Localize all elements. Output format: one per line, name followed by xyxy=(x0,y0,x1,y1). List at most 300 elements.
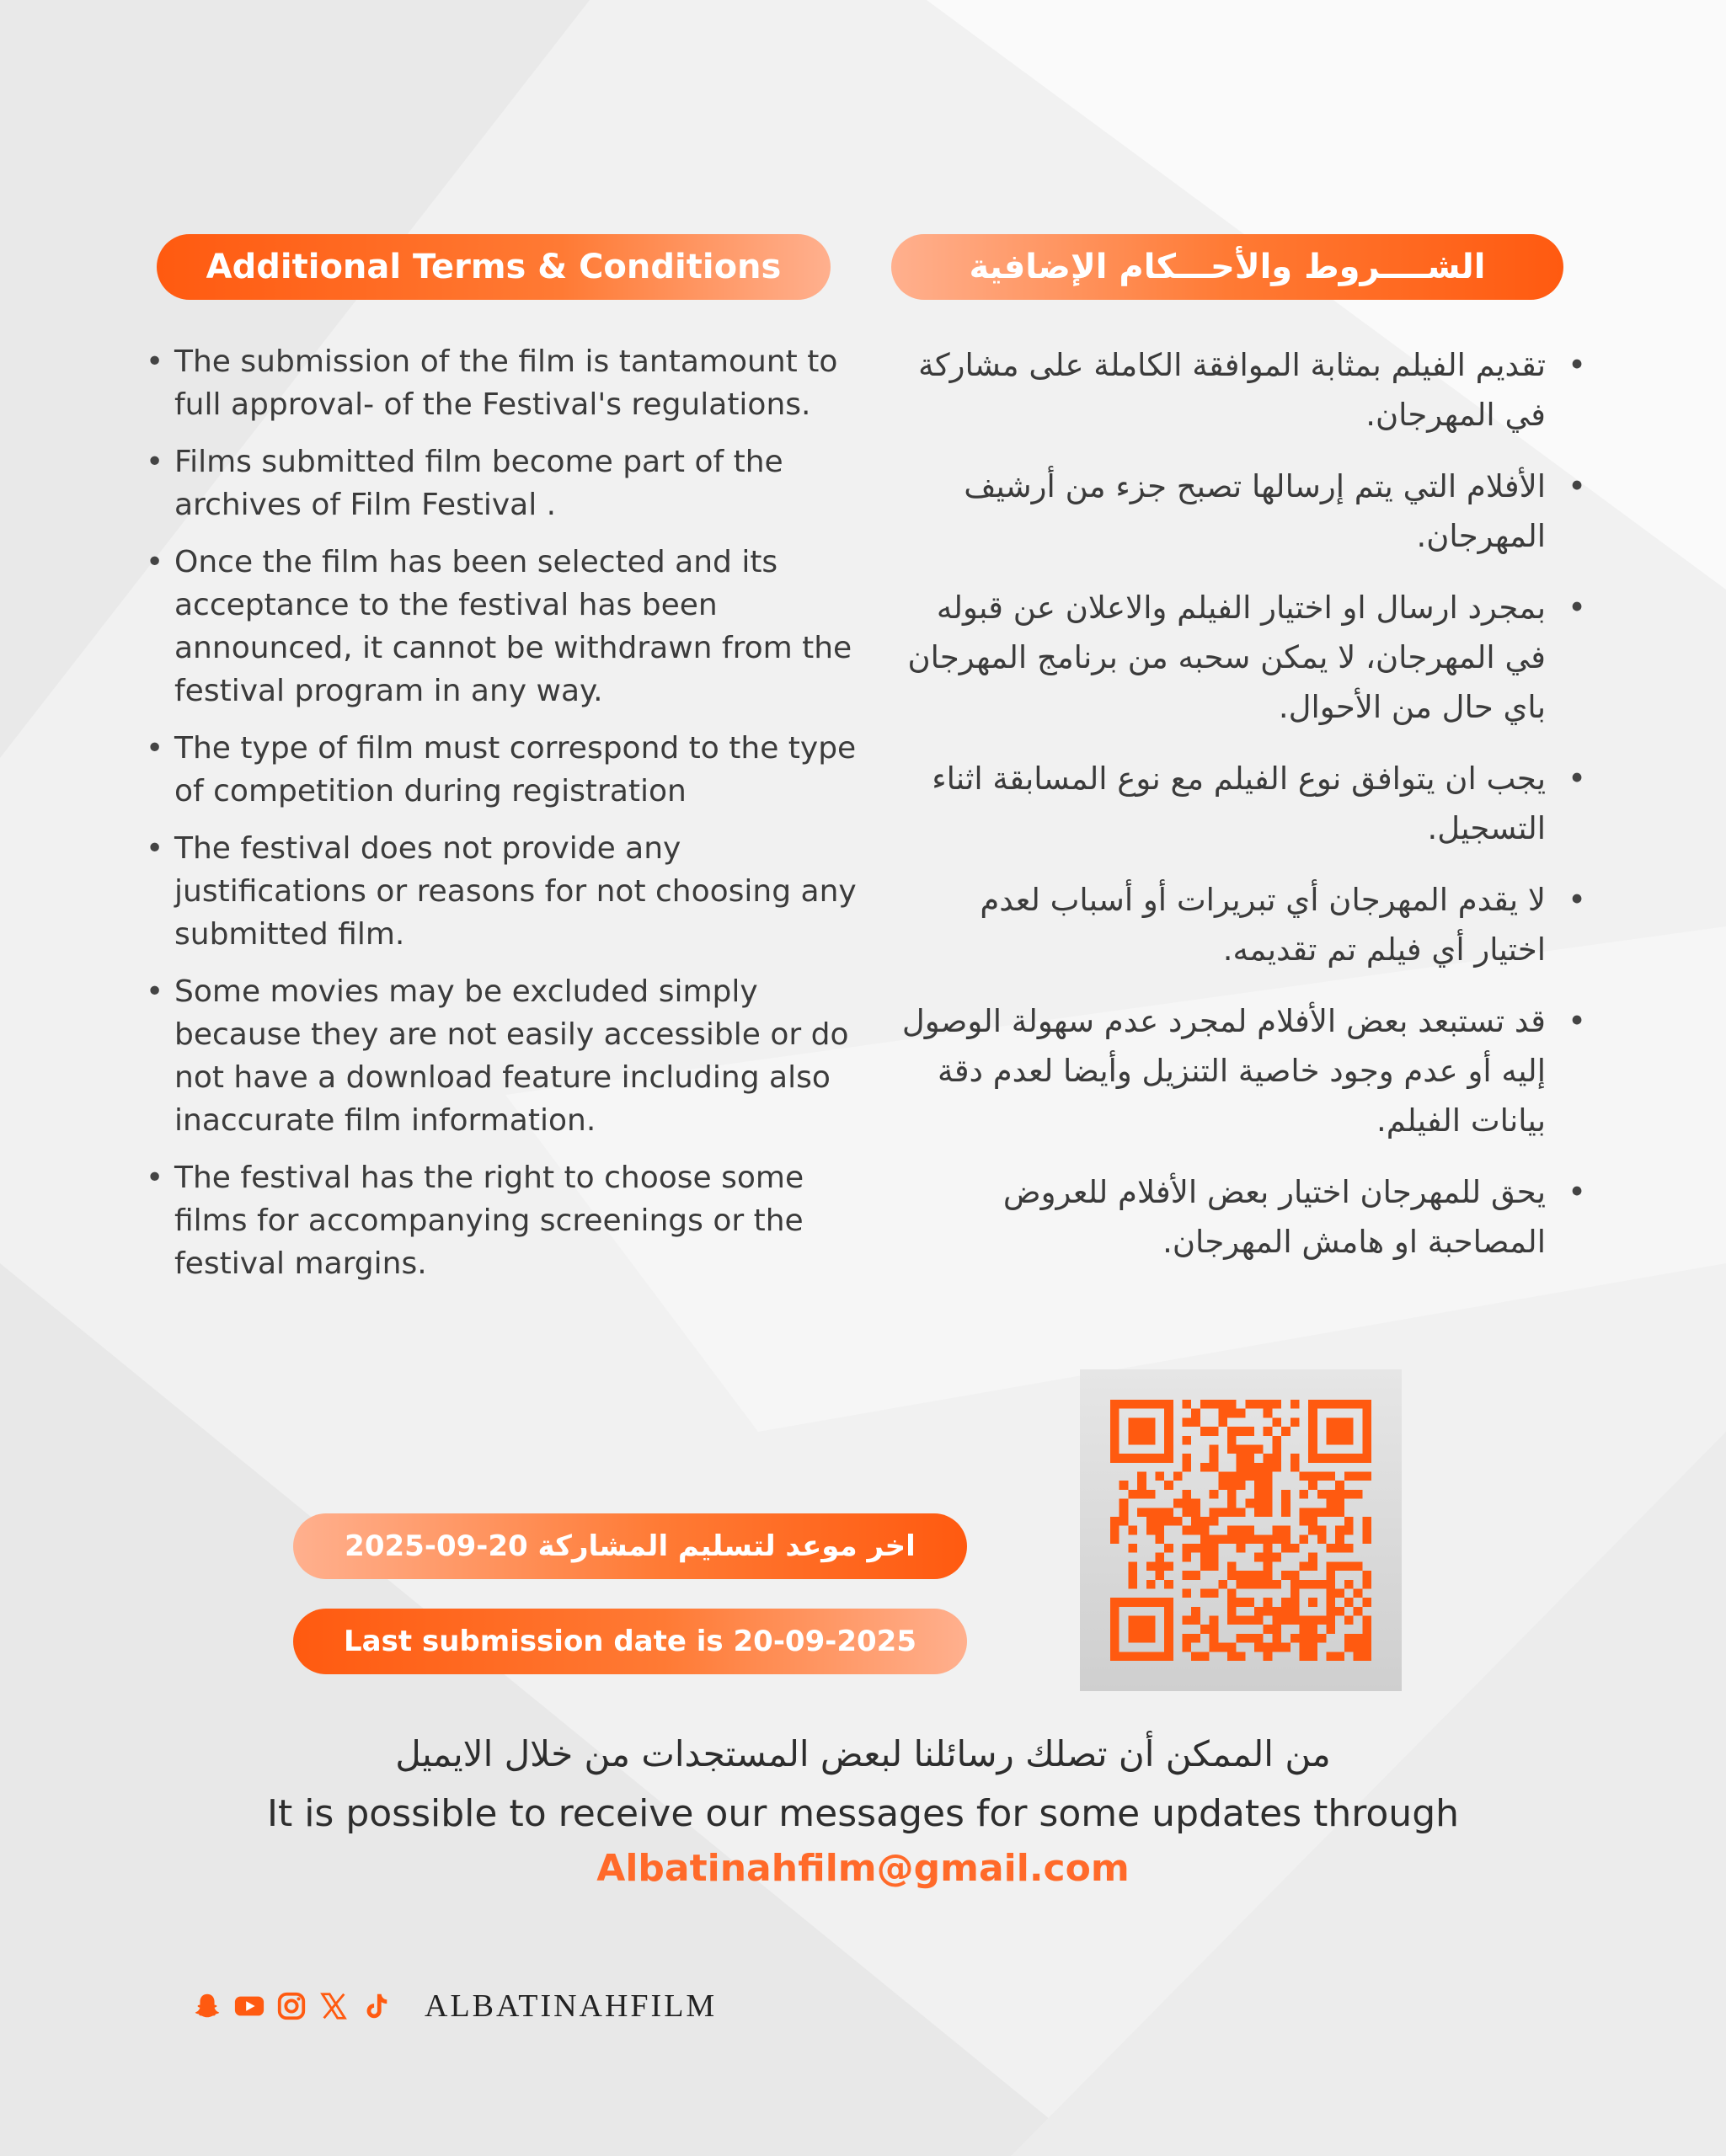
qr-module xyxy=(1308,1472,1317,1481)
qr-module xyxy=(1119,1481,1129,1490)
qr-module xyxy=(1272,1643,1281,1652)
qr-module xyxy=(1227,1472,1237,1481)
instagram-icon[interactable] xyxy=(275,1989,308,2023)
qr-module xyxy=(1191,1571,1200,1580)
qr-module xyxy=(1173,1472,1183,1481)
qr-module xyxy=(1227,1526,1237,1535)
list-item: • The festival has the right to choose some films for accompanying screenings or the festival margins. xyxy=(146,1156,870,1285)
qr-module xyxy=(1344,1454,1354,1463)
qr-module xyxy=(1210,1508,1219,1517)
qr-module xyxy=(1308,1481,1317,1490)
qr-module xyxy=(1272,1417,1281,1427)
qr-module xyxy=(1210,1561,1219,1571)
qr-module xyxy=(1327,1454,1336,1463)
qr-module xyxy=(1119,1499,1129,1508)
qr-module xyxy=(1354,1490,1363,1499)
english-title: Additional Terms & Conditions xyxy=(206,248,782,286)
qr-module xyxy=(1264,1463,1273,1472)
qr-module xyxy=(1200,1400,1210,1409)
qr-module xyxy=(1200,1534,1210,1544)
qr-module xyxy=(1281,1643,1290,1652)
qr-module xyxy=(1362,1598,1371,1607)
qr-module xyxy=(1137,1508,1146,1517)
qr-module xyxy=(1164,1417,1173,1427)
youtube-icon[interactable] xyxy=(232,1989,266,2023)
qr-module xyxy=(1146,1490,1156,1499)
qr-module xyxy=(1183,1490,1192,1499)
qr-module xyxy=(1264,1553,1273,1562)
qr-module xyxy=(1299,1508,1308,1517)
qr-module xyxy=(1210,1625,1219,1634)
qr-module xyxy=(1191,1616,1200,1625)
qr-module xyxy=(1245,1580,1254,1589)
qr-module xyxy=(1327,1417,1336,1427)
qr-module xyxy=(1335,1534,1344,1544)
list-item: • Some movies may be excluded simply because they are not easily accessible or do not have a download feature including also inaccurate film information. xyxy=(146,970,870,1142)
qr-module xyxy=(1335,1481,1344,1490)
qr-module xyxy=(1164,1607,1173,1616)
qr-module xyxy=(1264,1625,1273,1634)
qr-module xyxy=(1218,1580,1227,1589)
qr-module xyxy=(1281,1490,1290,1499)
qr-module xyxy=(1191,1517,1200,1526)
qr-module xyxy=(1245,1598,1254,1607)
qr-module xyxy=(1210,1544,1219,1553)
qr-module xyxy=(1227,1427,1237,1436)
qr-module xyxy=(1183,1454,1192,1463)
qr-module xyxy=(1218,1534,1227,1544)
qr-module xyxy=(1137,1625,1146,1634)
qr-module xyxy=(1344,1472,1354,1481)
qr-module xyxy=(1264,1454,1273,1463)
qr-module xyxy=(1237,1571,1246,1580)
qr-module xyxy=(1146,1634,1156,1643)
qr-module xyxy=(1272,1607,1281,1616)
qr-module xyxy=(1344,1634,1354,1643)
qr-module xyxy=(1183,1616,1192,1625)
qr-module xyxy=(1308,1409,1317,1418)
qr-module xyxy=(1290,1571,1300,1580)
qr-module xyxy=(1110,1454,1119,1463)
qr-module xyxy=(1200,1517,1210,1526)
qr-module xyxy=(1110,1417,1119,1427)
qr-module xyxy=(1183,1553,1192,1562)
qr-module xyxy=(1344,1436,1354,1445)
qr-module xyxy=(1272,1625,1281,1634)
qr-module xyxy=(1354,1400,1363,1409)
qr-module xyxy=(1128,1417,1137,1427)
qr-module xyxy=(1191,1544,1200,1553)
qr-module xyxy=(1146,1580,1156,1589)
qr-module xyxy=(1245,1634,1254,1643)
qr-module xyxy=(1137,1417,1146,1427)
qr-module xyxy=(1362,1444,1371,1454)
qr-module xyxy=(1254,1616,1264,1625)
qr-module xyxy=(1191,1508,1200,1517)
qr-module xyxy=(1191,1652,1200,1661)
qr-module xyxy=(1299,1517,1308,1526)
qr-module xyxy=(1164,1580,1173,1589)
qr-module xyxy=(1335,1544,1344,1553)
qr-module xyxy=(1245,1571,1254,1580)
list-item: • الأفلام التي يتم إرسالها تصبح جزء من أرشيف المهرجان. xyxy=(901,462,1546,561)
qr-module xyxy=(1227,1481,1237,1490)
qr-module xyxy=(1164,1436,1173,1445)
qr-module xyxy=(1362,1517,1371,1526)
qr-module xyxy=(1308,1580,1317,1589)
brand-name: ALBATINAHFILM xyxy=(425,1988,718,2024)
qr-module xyxy=(1227,1534,1237,1544)
qr-module xyxy=(1210,1534,1219,1544)
qr-module xyxy=(1327,1472,1336,1481)
qr-module xyxy=(1327,1580,1336,1589)
qr-module xyxy=(1128,1490,1137,1499)
deadline-english-text: Last submission date is 20-09-2025 xyxy=(344,1625,916,1658)
list-item: • بمجرد ارسال او اختيار الفيلم والاعلان عن قبوله في المهرجان، لا يمكن سحبه من برنامج المهرجان باي حال من الأحوال. xyxy=(901,583,1546,732)
qr-module xyxy=(1344,1643,1354,1652)
qr-module xyxy=(1210,1454,1219,1463)
deadline-arabic-text: اخر موعد لتسليم المشاركة 20-09-2025 xyxy=(345,1529,916,1563)
qr-module xyxy=(1281,1598,1290,1607)
qr-module xyxy=(1264,1544,1273,1553)
qr-module xyxy=(1137,1436,1146,1445)
arabic-terms-list xyxy=(901,340,1546,1289)
qr-module xyxy=(1237,1481,1246,1490)
qr-module xyxy=(1146,1561,1156,1571)
qr-module xyxy=(1218,1472,1227,1481)
qr-module xyxy=(1245,1526,1254,1535)
qr-module xyxy=(1128,1561,1137,1571)
qr-module xyxy=(1308,1517,1317,1526)
qr-module xyxy=(1164,1400,1173,1409)
list-item: • Films submitted film become part of the archives of Film Festival . xyxy=(146,440,870,526)
qr-module xyxy=(1299,1561,1308,1571)
qr-module xyxy=(1299,1616,1308,1625)
qr-module xyxy=(1344,1490,1354,1499)
qr-module xyxy=(1119,1652,1129,1661)
qr-module xyxy=(1317,1472,1327,1481)
qr-module xyxy=(1362,1526,1371,1535)
qr-module xyxy=(1327,1607,1336,1616)
qr-module xyxy=(1164,1634,1173,1643)
qr-module xyxy=(1237,1444,1246,1454)
qr-module xyxy=(1335,1454,1344,1463)
qr-code-icon xyxy=(1110,1400,1371,1661)
qr-module xyxy=(1237,1598,1246,1607)
qr-module xyxy=(1110,1616,1119,1625)
qr-module xyxy=(1119,1517,1129,1526)
qr-module xyxy=(1155,1472,1164,1481)
qr-module xyxy=(1110,1534,1119,1544)
qr-module xyxy=(1290,1598,1300,1607)
qr-module xyxy=(1254,1607,1264,1616)
list-item: • Once the film has been selected and its acceptance to the festival has been announced, it cannot be withdrawn from the festival program in any way. xyxy=(146,541,870,712)
qr-module xyxy=(1354,1652,1363,1661)
qr-module xyxy=(1237,1409,1246,1418)
qr-module xyxy=(1210,1553,1219,1562)
qr-module xyxy=(1218,1417,1227,1427)
qr-module xyxy=(1272,1436,1281,1445)
qr-module xyxy=(1264,1508,1273,1517)
qr-module xyxy=(1308,1454,1317,1463)
qr-module xyxy=(1254,1508,1264,1517)
qr-module xyxy=(1164,1652,1173,1661)
qr-module xyxy=(1317,1534,1327,1544)
qr-module xyxy=(1155,1508,1164,1517)
qr-module xyxy=(1155,1598,1164,1607)
qr-module xyxy=(1137,1634,1146,1643)
qr-module xyxy=(1264,1607,1273,1616)
qr-module xyxy=(1362,1580,1371,1589)
qr-module xyxy=(1327,1427,1336,1436)
qr-module xyxy=(1164,1409,1173,1418)
qr-module xyxy=(1327,1652,1336,1661)
qr-module xyxy=(1254,1553,1264,1562)
qr-module xyxy=(1254,1634,1264,1643)
qr-module xyxy=(1183,1544,1192,1553)
qr-module xyxy=(1164,1625,1173,1634)
qr-module xyxy=(1110,1643,1119,1652)
qr-module xyxy=(1308,1436,1317,1445)
qr-module xyxy=(1264,1427,1273,1436)
qr-module xyxy=(1272,1616,1281,1625)
qr-module xyxy=(1227,1508,1237,1517)
qr-module xyxy=(1155,1454,1164,1463)
qr-module xyxy=(1227,1499,1237,1508)
qr-module xyxy=(1254,1499,1264,1508)
message-arabic: من الممكن أن تصلك رسائلنا لبعض المستجدات من خلال الايميل xyxy=(395,1733,1331,1774)
qr-module xyxy=(1254,1643,1264,1652)
list-item: • The festival does not provide any justifications or reasons for not choosing any submitted film. xyxy=(146,827,870,956)
qr-module xyxy=(1354,1607,1363,1616)
english-terms-list xyxy=(146,340,870,1299)
qr-module xyxy=(1308,1400,1317,1409)
qr-module xyxy=(1191,1499,1200,1508)
qr-module xyxy=(1308,1598,1317,1607)
qr-module xyxy=(1272,1526,1281,1535)
arabic-title: الشــــروط والأحـــكام الإضافية xyxy=(969,248,1486,286)
qr-module xyxy=(1327,1616,1336,1625)
qr-module xyxy=(1245,1454,1254,1463)
qr-module xyxy=(1362,1625,1371,1634)
qr-module xyxy=(1227,1598,1237,1607)
qr-module xyxy=(1146,1436,1156,1445)
qr-module xyxy=(1128,1544,1137,1553)
qr-module xyxy=(1200,1544,1210,1553)
qr-module xyxy=(1344,1580,1354,1589)
qr-module xyxy=(1335,1508,1344,1517)
qr-module xyxy=(1281,1526,1290,1535)
qr-module xyxy=(1227,1571,1237,1580)
qr-module xyxy=(1290,1588,1300,1598)
qr-module xyxy=(1362,1643,1371,1652)
snapchat-icon[interactable] xyxy=(190,1989,224,2023)
qr-module xyxy=(1317,1490,1327,1499)
list-item: • The type of film must correspond to the type of competition during registration xyxy=(146,727,870,813)
qr-module xyxy=(1327,1436,1336,1445)
qr-module xyxy=(1299,1580,1308,1589)
qr-module xyxy=(1183,1634,1192,1643)
qr-module xyxy=(1344,1561,1354,1571)
qr-module xyxy=(1237,1508,1246,1517)
qr-module xyxy=(1290,1580,1300,1589)
qr-module xyxy=(1110,1427,1119,1436)
qr-module xyxy=(1210,1444,1219,1454)
qr-module xyxy=(1200,1652,1210,1661)
qr-module xyxy=(1183,1643,1192,1652)
qr-module xyxy=(1110,1436,1119,1445)
qr-module xyxy=(1183,1588,1192,1598)
qr-module xyxy=(1308,1427,1317,1436)
qr-module xyxy=(1354,1643,1363,1652)
qr-module xyxy=(1227,1490,1237,1499)
qr-module xyxy=(1245,1616,1254,1625)
qr-module xyxy=(1281,1616,1290,1625)
qr-module xyxy=(1183,1400,1192,1409)
qr-module xyxy=(1218,1508,1227,1517)
qr-module xyxy=(1146,1652,1156,1661)
qr-module xyxy=(1362,1400,1371,1409)
x-icon[interactable] xyxy=(317,1989,350,2023)
qr-module xyxy=(1264,1490,1273,1499)
qr-module xyxy=(1344,1427,1354,1436)
qr-module xyxy=(1254,1534,1264,1544)
qr-module xyxy=(1335,1652,1344,1661)
qr-module xyxy=(1354,1634,1363,1643)
deadline-english-pill xyxy=(293,1609,967,1674)
qr-module xyxy=(1210,1517,1219,1526)
qr-module xyxy=(1317,1526,1327,1535)
qr-module xyxy=(1327,1499,1336,1508)
arabic-title-pill xyxy=(891,234,1563,300)
qr-module xyxy=(1200,1427,1210,1436)
qr-module xyxy=(1210,1588,1219,1598)
qr-module xyxy=(1308,1553,1317,1562)
qr-module xyxy=(1128,1400,1137,1409)
qr-module xyxy=(1272,1400,1281,1409)
qr-module xyxy=(1137,1490,1146,1499)
qr-module xyxy=(1245,1400,1254,1409)
qr-module xyxy=(1264,1472,1273,1481)
qr-module xyxy=(1308,1526,1317,1535)
qr-module xyxy=(1354,1588,1363,1598)
qr-module xyxy=(1128,1625,1137,1634)
qr-module xyxy=(1362,1409,1371,1418)
qr-module xyxy=(1155,1534,1164,1544)
qr-module xyxy=(1237,1616,1246,1625)
qr-module xyxy=(1210,1616,1219,1625)
qr-module xyxy=(1290,1400,1300,1409)
qr-module xyxy=(1128,1598,1137,1607)
qr-module xyxy=(1245,1472,1254,1481)
qr-module xyxy=(1299,1490,1308,1499)
qr-module xyxy=(1327,1625,1336,1634)
qr-module xyxy=(1146,1625,1156,1634)
qr-module xyxy=(1164,1598,1173,1607)
qr-module xyxy=(1155,1561,1164,1571)
qr-module xyxy=(1264,1580,1273,1589)
qr-module xyxy=(1191,1409,1200,1418)
qr-module xyxy=(1281,1427,1290,1436)
qr-module xyxy=(1254,1444,1264,1454)
qr-module xyxy=(1183,1463,1192,1472)
qr-module xyxy=(1227,1561,1237,1571)
qr-module xyxy=(1119,1508,1129,1517)
qr-module xyxy=(1281,1508,1290,1517)
qr-module xyxy=(1110,1634,1119,1643)
qr-module xyxy=(1155,1517,1164,1526)
qr-module xyxy=(1200,1463,1210,1472)
qr-module xyxy=(1335,1436,1344,1445)
qr-module xyxy=(1164,1444,1173,1454)
qr-module xyxy=(1128,1427,1137,1436)
qr-module xyxy=(1264,1561,1273,1571)
qr-module xyxy=(1237,1427,1246,1436)
qr-module xyxy=(1362,1616,1371,1625)
qr-module xyxy=(1362,1652,1371,1661)
qr-module xyxy=(1146,1598,1156,1607)
qr-module xyxy=(1264,1409,1273,1418)
qr-module xyxy=(1200,1561,1210,1571)
qr-module xyxy=(1335,1490,1344,1499)
qr-module xyxy=(1344,1598,1354,1607)
qr-module xyxy=(1327,1508,1336,1517)
list-item: • قد تستبعد بعض الأفلام لمجرد عدم سهولة الوصول إليه أو عدم وجود خاصية التنزيل وأيضا لعدم دقة بيانات الفيلم. xyxy=(901,996,1546,1145)
qr-module xyxy=(1164,1508,1173,1517)
qr-module xyxy=(1191,1634,1200,1643)
qr-module xyxy=(1362,1534,1371,1544)
qr-module xyxy=(1227,1652,1237,1661)
qr-module xyxy=(1237,1544,1246,1553)
qr-module xyxy=(1210,1634,1219,1643)
qr-module xyxy=(1362,1427,1371,1436)
qr-module xyxy=(1354,1454,1363,1463)
email-link[interactable]: Albatinahfilm@gmail.com xyxy=(596,1847,1130,1890)
list-item: • يجب ان يتوافق نوع الفيلم مع نوع المسابقة اثناء التسجيل. xyxy=(901,754,1546,853)
qr-module xyxy=(1254,1472,1264,1481)
qr-module xyxy=(1344,1517,1354,1526)
qr-module xyxy=(1335,1417,1344,1427)
qr-module xyxy=(1164,1544,1173,1553)
qr-module xyxy=(1264,1481,1273,1490)
qr-module xyxy=(1308,1634,1317,1643)
qr-module xyxy=(1200,1588,1210,1598)
qr-module xyxy=(1344,1616,1354,1625)
qr-module xyxy=(1237,1580,1246,1589)
qr-module xyxy=(1290,1616,1300,1625)
qr-module xyxy=(1164,1517,1173,1526)
qr-module xyxy=(1308,1417,1317,1427)
qr-module xyxy=(1335,1400,1344,1409)
tiktok-icon[interactable] xyxy=(359,1989,393,2023)
qr-module xyxy=(1155,1400,1164,1409)
qr-module xyxy=(1227,1607,1237,1616)
message-english: It is possible to receive our messages for some updates through xyxy=(266,1792,1460,1835)
qr-module xyxy=(1183,1499,1192,1508)
qr-module xyxy=(1110,1400,1119,1409)
footer xyxy=(190,1983,717,2029)
qr-module xyxy=(1227,1616,1237,1625)
qr-module xyxy=(1254,1490,1264,1499)
qr-module xyxy=(1110,1517,1119,1526)
qr-module xyxy=(1362,1634,1371,1643)
qr-module xyxy=(1128,1526,1137,1535)
qr-module xyxy=(1362,1436,1371,1445)
qr-module xyxy=(1308,1625,1317,1634)
qr-code[interactable] xyxy=(1080,1369,1402,1691)
qr-module xyxy=(1308,1643,1317,1652)
qr-module xyxy=(1327,1571,1336,1580)
